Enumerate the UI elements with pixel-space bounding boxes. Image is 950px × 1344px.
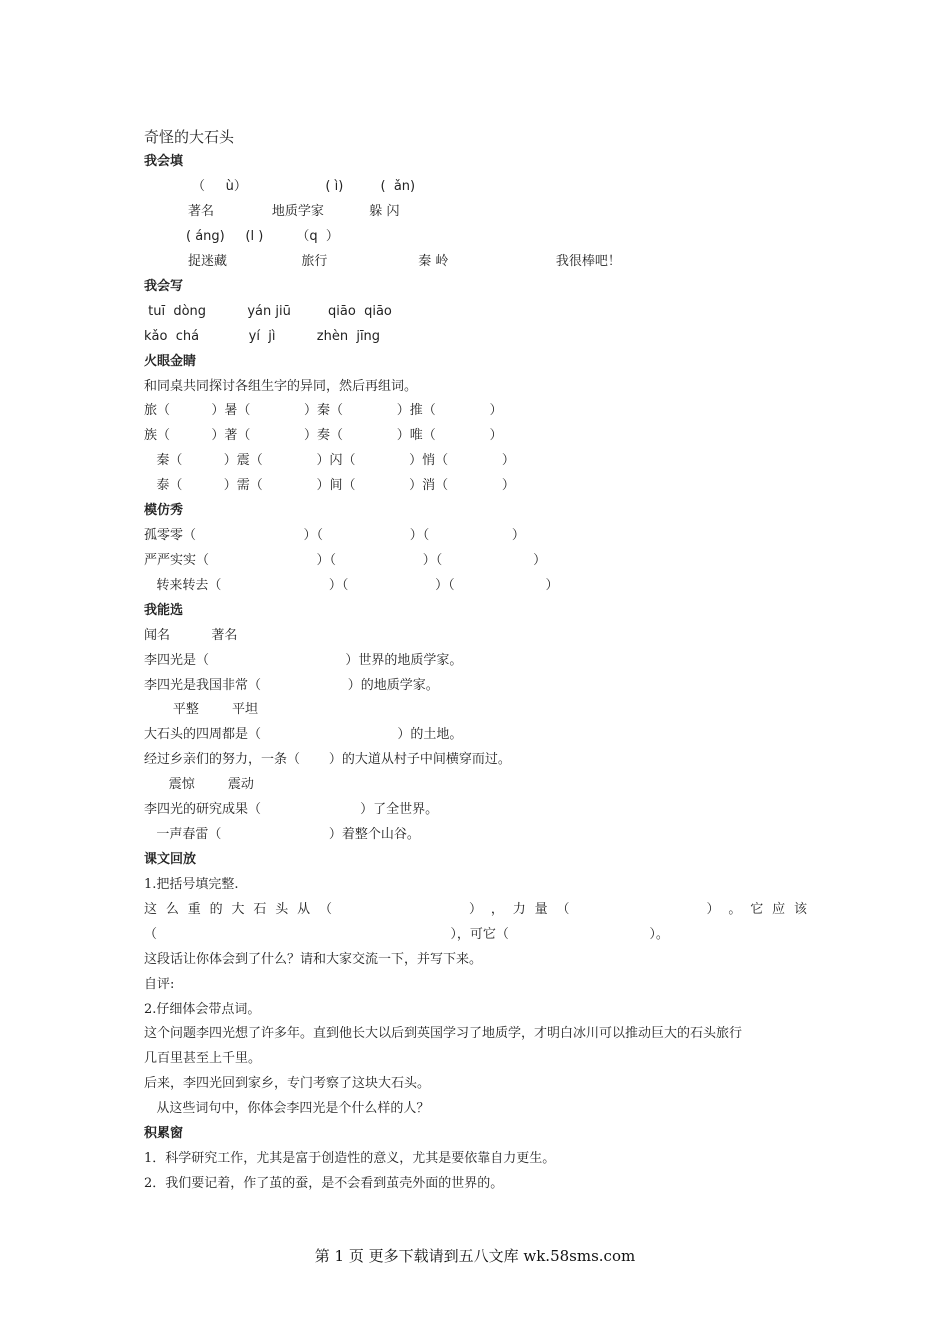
imitate-row: 孤零零（ ）（ ）（ ） xyxy=(144,528,525,543)
fill-char: 的 xyxy=(209,902,223,917)
fill-blank: ） xyxy=(340,902,482,917)
section-heading-accumulate: 积累窗 xyxy=(144,1126,184,1141)
fill-char: 头 xyxy=(275,902,289,917)
exercise-item: 1.把括号填完整. xyxy=(144,877,239,892)
compare-row: 旅（ ）暑（ ）秦（ ）推（ ） xyxy=(144,403,503,418)
passage-line: 后来，李四光回到家乡，专门考察了这块大石头。 xyxy=(144,1076,431,1091)
fill-char: ， xyxy=(490,902,504,917)
imitate-row: 转来转去（ ）（ ）（ ） xyxy=(144,578,559,593)
fill-char: 该 xyxy=(793,902,807,917)
choice-question: 李四光的研究成果（ ）了全世界。 xyxy=(144,802,439,817)
section-heading-fill: 我会填 xyxy=(144,154,184,169)
question-text: 从这些词句中，你体会李四光是个什么样的人？ xyxy=(144,1101,430,1116)
word-options: 震惊 震动 xyxy=(144,777,254,792)
fill-char: 么 xyxy=(165,902,179,917)
pinyin-row: tuī dòng yán jiū qiāo qiāo xyxy=(144,304,392,319)
fill-char: 重 xyxy=(187,902,201,917)
compare-row: 族（ ）著（ ）奏（ ）唯（ ） xyxy=(144,428,503,443)
section-heading-choose: 我能选 xyxy=(144,603,184,618)
page-title: 奇怪的大石头 xyxy=(144,128,235,146)
fill-char: 。 xyxy=(728,902,742,917)
fill-char: 它 xyxy=(750,902,764,917)
page-footer: 第 1 页 更多下载请到五八文库 wk.58sms.com xyxy=(314,1247,636,1265)
fill-char: 石 xyxy=(253,902,267,917)
exercise-item: 2.仔细体会带点词。 xyxy=(144,1002,261,1017)
quote-item: 1．科学研究工作，尤其是富于创造性的意义，尤其是要依靠自力更生。 xyxy=(144,1151,556,1166)
self-eval-label: 自评: xyxy=(144,977,175,992)
instruction-text: 和同桌共同探讨各组生字的异同，然后再组词。 xyxy=(144,379,418,394)
fill-char: 这 xyxy=(144,902,158,917)
word-options: 闻名 著名 xyxy=(144,628,238,643)
choice-question: 一声春雷（ ）着整个山谷。 xyxy=(144,827,420,842)
choice-question: 经过乡亲们的努力，一条（ ）的大道从村子中间横穿而过。 xyxy=(144,752,511,767)
passage-line: 几百里甚至上千里。 xyxy=(144,1051,262,1066)
fill-line: （ ），可它（ ）。 xyxy=(144,927,669,942)
compare-row: 泰（ ）需（ ）间（ ）消（ ） xyxy=(144,478,515,493)
imitate-row: 严严实实（ ）（ ）（ ） xyxy=(144,553,547,568)
section-heading-eyes: 火眼金睛 xyxy=(144,354,197,369)
fill-char: 力 xyxy=(512,902,526,917)
fill-char: （ xyxy=(319,902,333,917)
quote-item: 2．我们要记着，作了茧的蚕，是不会看到茧壳外面的世界的。 xyxy=(144,1176,504,1191)
section-heading-review: 课文回放 xyxy=(144,852,197,867)
pinyin-row: （ ù） ( ì) ( ǎn) xyxy=(192,179,416,194)
prompt-text: 这段话让你体会到了什么？请和大家交流一下，并写下来。 xyxy=(144,952,483,967)
choice-question: 李四光是（ ）世界的地质学家。 xyxy=(144,653,463,668)
fill-blank: ） xyxy=(578,902,720,917)
passage-line: 这个问题李四光想了许多年。直到他长大以后到英国学习了地质学，才明白冰川可以推动巨大的石头旅行 xyxy=(144,1026,743,1041)
fill-char: 从 xyxy=(297,902,311,917)
fill-char: （ xyxy=(556,902,570,917)
word-row: 著名 地质学家 躲 闪 xyxy=(188,204,400,219)
pinyin-row: kǎo chá yí jì zhèn jīng xyxy=(144,329,381,344)
word-row: 捉迷藏 旅行 秦 岭 我很棒吧！ xyxy=(188,254,621,269)
section-heading-write: 我会写 xyxy=(144,279,184,294)
compare-row: 秦（ ）震（ ）闪（ ）悄（ ） xyxy=(144,453,515,468)
fill-char: 应 xyxy=(772,902,786,917)
fill-line xyxy=(144,901,807,919)
fill-char: 量 xyxy=(534,902,548,917)
choice-question: 李四光是我国非常（ ）的地质学家。 xyxy=(144,678,439,693)
word-options: 平整 平坦 xyxy=(144,702,258,717)
fill-char: 大 xyxy=(231,902,245,917)
pinyin-row: ( áng) (l ) （q ） xyxy=(186,229,339,244)
section-heading-imitate: 模仿秀 xyxy=(144,503,184,518)
choice-question: 大石头的四周都是（ ）的土地。 xyxy=(144,727,463,742)
